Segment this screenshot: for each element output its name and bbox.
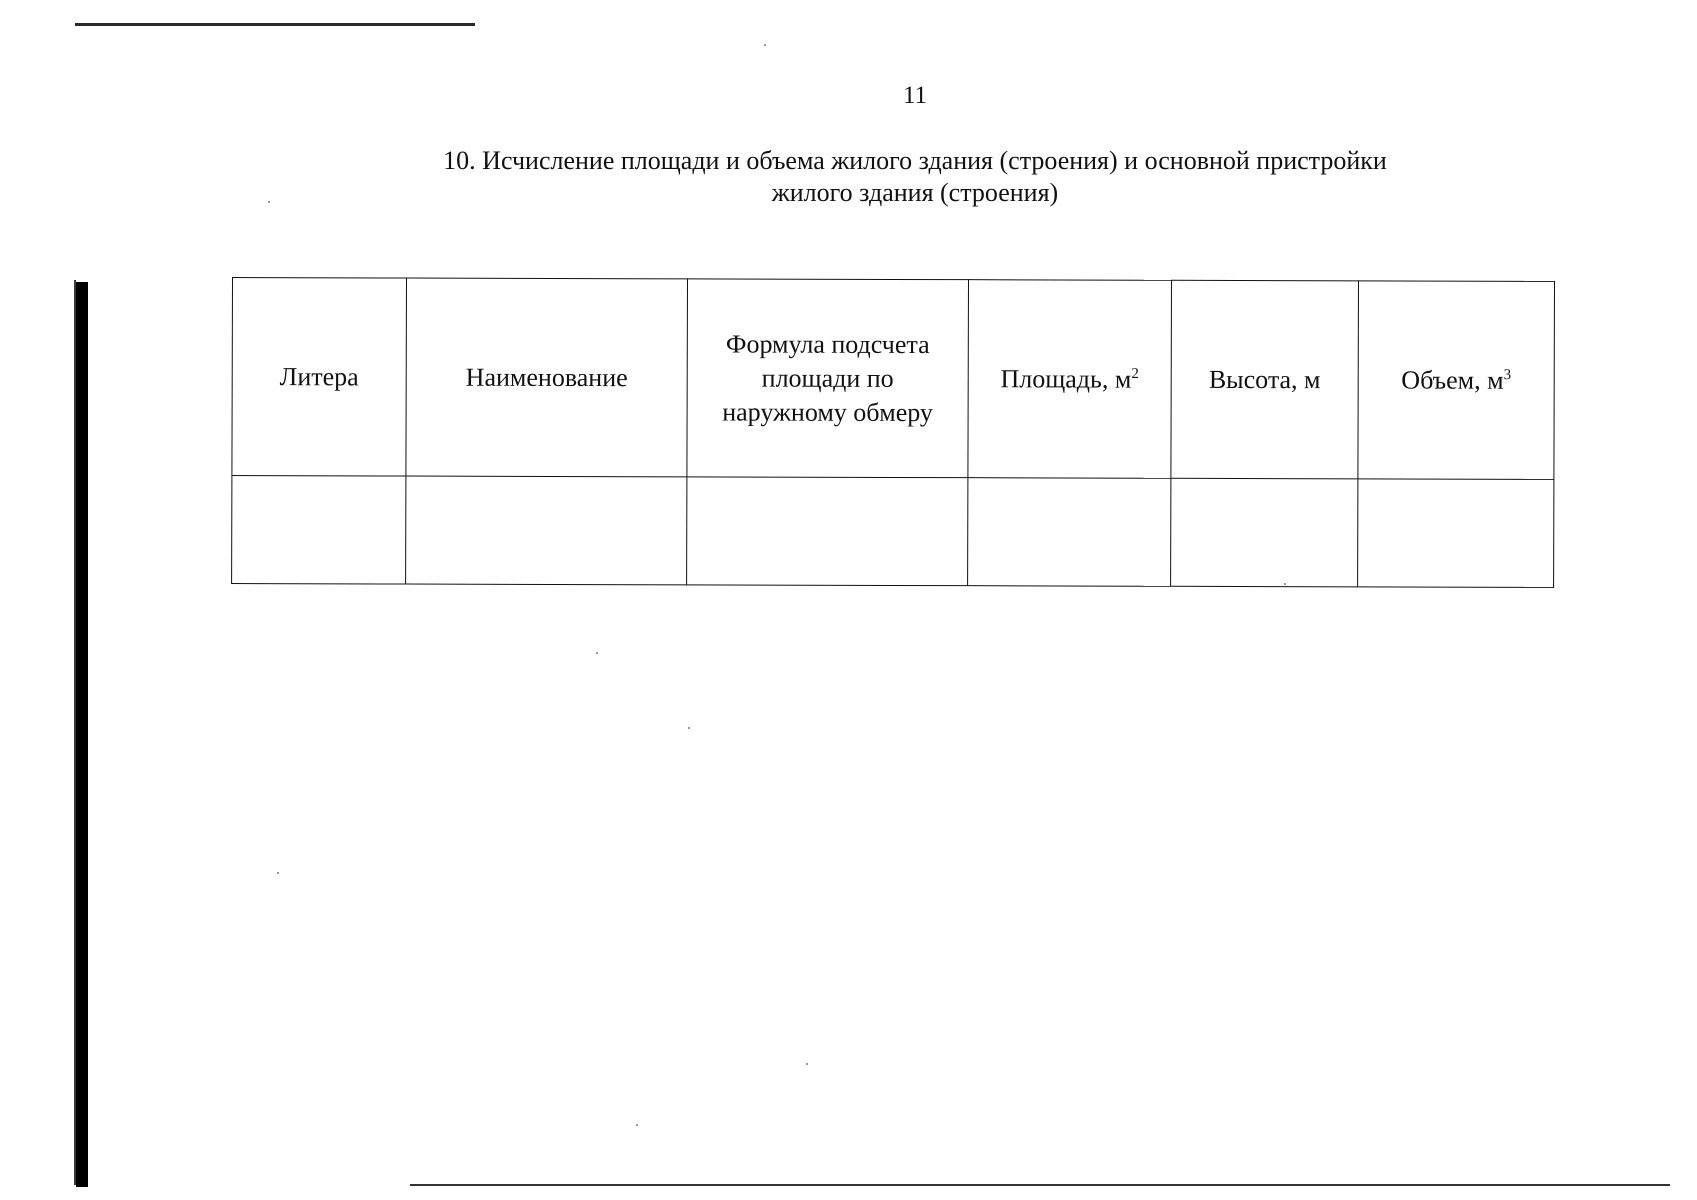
- header-area: [968, 280, 1172, 479]
- page-number: 11: [902, 82, 928, 109]
- area-volume-table: [231, 277, 1555, 588]
- header-volume-exponent: 3: [1503, 366, 1512, 383]
- table-row: [232, 476, 1554, 588]
- header-height: Высота, м: [1171, 280, 1359, 479]
- header-area-exponent: 2: [1131, 365, 1139, 382]
- scan-edge-top: [75, 23, 475, 26]
- header-formula-line-3: наружному обмеру: [722, 396, 934, 427]
- header-volume: [1358, 281, 1555, 480]
- cell-volume: [1358, 479, 1554, 588]
- header-area-label: Площадь, м: [1000, 363, 1132, 394]
- header-volume-label: Объем, м: [1401, 364, 1504, 395]
- section-title-line-2: жилого здания (строения): [771, 178, 1059, 207]
- section-title-line-1: 10. Исчисление площади и объема жилого здания (строения) и основной пристройки: [443, 146, 1387, 175]
- section-title: [300, 145, 1530, 209]
- scan-speck: [806, 1063, 808, 1065]
- cell-height: [1171, 478, 1358, 587]
- header-name: Наименование: [406, 278, 688, 477]
- scan-speck: [764, 44, 766, 46]
- table-header-row: [232, 278, 1555, 480]
- scan-edge-bottom: [410, 1184, 1670, 1186]
- scan-edge-left: [76, 282, 88, 1187]
- header-formula-line-1: Формула подсчета: [725, 328, 930, 359]
- cell-name: [406, 476, 687, 585]
- header-litera: Литера: [232, 278, 407, 477]
- scan-speck: [636, 1124, 638, 1126]
- header-formula-line-2: площади по: [761, 363, 894, 393]
- scan-speck: [596, 652, 598, 654]
- scan-speck: [688, 727, 690, 729]
- cell-litera: [232, 476, 406, 585]
- header-formula: [687, 279, 969, 478]
- scan-speck: [268, 201, 270, 203]
- scan-speck: [277, 872, 279, 874]
- cell-area: [968, 478, 1171, 587]
- cell-formula: [687, 477, 968, 586]
